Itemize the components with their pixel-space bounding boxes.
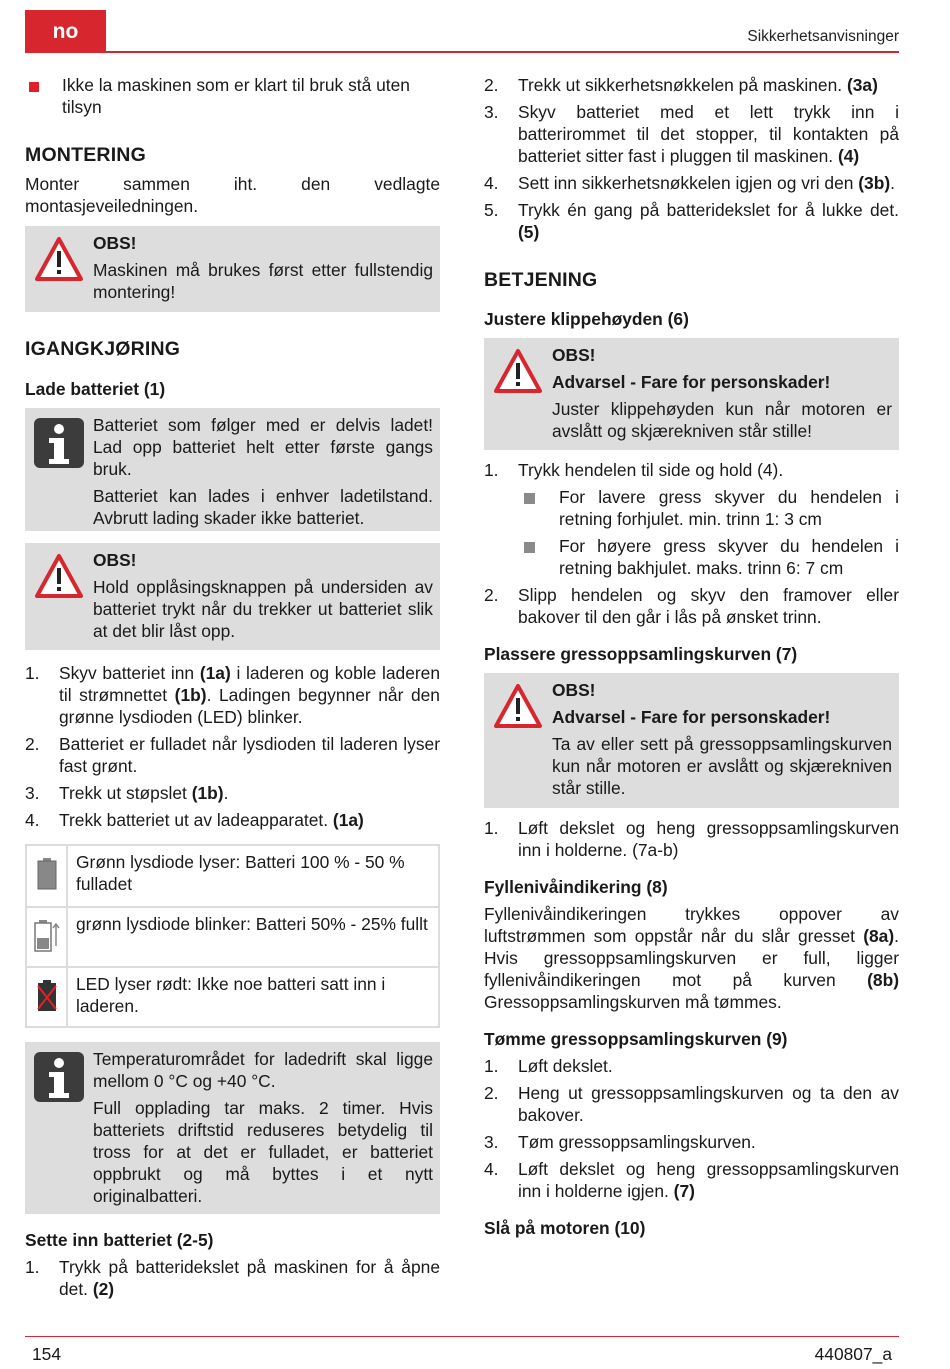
warning-icon (34, 236, 84, 287)
sette-steps (484, 74, 899, 243)
list-item: 2. Batteriet er fulladet når lysdioden til laderen lyser fast grønt. (25, 734, 440, 776)
info-text-2: Batteriet kan lades i enhver ladetilstand. Avbrutt lading skader ikke batteriet. (93, 486, 433, 528)
juster-warning-box (484, 338, 899, 450)
led-text: grønn lysdiode blinker: Batteri 50% - 25% fullt (76, 914, 428, 934)
plassere-heading: Plassere gressoppsamlingskurven (7) (484, 644, 798, 664)
warning-title: OBS! (552, 345, 596, 365)
battery-charging-icon (27, 908, 68, 966)
lade-steps (25, 662, 440, 831)
info-box-temperature (25, 1042, 440, 1214)
juster-heading: Justere klippehøyden (6) (484, 309, 689, 329)
list-item: 3. Trekk ut støpslet (1b). (25, 783, 229, 803)
list-item: 4. Løft dekslet og heng gressoppsamlingskurven inn i holderne igjen. (7) (484, 1159, 899, 1201)
warning-icon (493, 683, 543, 734)
juster-bullets (484, 486, 899, 579)
warning-subtitle: Advarsel - Fare for personskader! (552, 707, 831, 727)
list-item: 4. Trekk batteriet ut av ladeapparatet. (1a) (25, 810, 364, 830)
fyll-heading: Fyllenivåindikering (8) (484, 877, 668, 897)
list-item: 1. Trykk hendelen til side og hold (4). (484, 460, 784, 480)
footer-divider (25, 1336, 899, 1337)
sette-heading: Sette inn batteriet (2-5) (25, 1230, 214, 1250)
header-divider (25, 51, 899, 53)
list-item: 1. Trykk på batteridekslet på maskinen for å åpne det. (2) (25, 1257, 440, 1299)
left-column (25, 74, 440, 1300)
warning-text: Maskinen må brukes først etter fullstendig montering! (93, 260, 433, 302)
list-item: 3. Skyv batteriet med et lett trykk inn i batterirommet til det stopper, til kontakten på batteriet sitter fast i pluggen til maskinen. (4) (484, 102, 899, 166)
document-id: 440807_a (814, 1344, 892, 1364)
info-text-2: Full opplading tar maks. 2 timer. Hvis batteriets driftstid reduseres betydelig til tross for at det er fulladet, er batteriet oppbrukt og må byttes i et nytt originalbatteri. (93, 1098, 433, 1206)
igangkjoring-heading: IGANGKJØRING (25, 338, 181, 360)
led-status-table (25, 844, 440, 1028)
bullet-item: For lavere gress skyver du hendelen i retning forhjulet. min. trinn 1: 3 cm (518, 486, 899, 530)
table-row (27, 846, 438, 906)
montering-warning-box (25, 226, 440, 312)
info-icon (34, 418, 84, 473)
led-text: LED lyser rødt: Ikke noe batteri satt inn i laderen. (76, 974, 386, 1016)
plassere-warning-box (484, 673, 899, 808)
fyll-text: Fyllenivåindikeringen trykkes oppover av luftstrømmen som oppstår når du slår gresset (8a). Hvis gressoppsamlingskurven er full, ligger fyllenivåindikeringen mot på kurven (8b) Gressoppsamlingskurven må tømmes. (484, 904, 899, 1012)
list-item: 1. Skyv batteriet inn (1a) i laderen og koble laderen til strømnettet (1b). Ladingen begynner når den grønne lysdioden (LED) blinker. (25, 663, 441, 727)
tomme-steps (484, 1055, 899, 1202)
list-item: 2. Slipp hendelen og skyv den framover eller bakover til den går i lås på ønsket trinn. (484, 585, 899, 627)
list-item: 5. Trykk én gang på batteridekslet for å lukke det. (5) (484, 200, 899, 242)
tomme-heading: Tømme gressoppsamlingskurven (9) (484, 1029, 788, 1049)
warning-icon (34, 553, 84, 604)
battery-full-icon (27, 846, 68, 906)
betjening-heading: BETJENING (484, 269, 598, 291)
info-text-1: Batteriet som følger med er delvis ladet! Lad opp batteriet helt etter første gangs bruk. (93, 415, 433, 479)
list-item: 2. Trekk ut sikkerhetsnøkkelen på maskinen. (3a) (484, 75, 878, 95)
info-text-1: Temperaturområdet for ladedrift skal ligge mellom 0 °C og +40 °C. (93, 1049, 433, 1091)
warning-subtitle: Advarsel - Fare for personskader! (552, 372, 831, 392)
led-text: Grønn lysdiode lyser: Batteri 100 % - 50 % fulladet (76, 852, 405, 894)
list-item: 3. Tøm gressoppsamlingskurven. (484, 1132, 756, 1152)
unlock-warning-box (25, 543, 440, 650)
warning-title: OBS! (93, 233, 137, 253)
warning-icon (493, 348, 543, 399)
lade-heading: Lade batteriet (1) (25, 379, 166, 399)
info-icon (34, 1052, 84, 1107)
language-tab: no (25, 10, 106, 53)
right-column (484, 74, 899, 1239)
warning-title: OBS! (93, 550, 137, 570)
list-item: 4. Sett inn sikkerhetsnøkkelen igjen og vri den (3b). (484, 173, 895, 193)
warning-title: OBS! (552, 680, 596, 700)
info-box-battery (25, 408, 440, 531)
bullet-item: For høyere gress skyver du hendelen i retning bakhjulet. maks. trinn 6: 7 cm (518, 535, 899, 579)
warning-text: Hold opplåsingsknappen på undersiden av batteriet trykt når du trekker ut batteriet slik at det blir låst opp. (93, 577, 433, 641)
warning-text: Ta av eller sett på gressoppsamlingskurven kun når motoren er avslått og skjærekniven står stille. (552, 734, 892, 798)
list-item: 2. Heng ut gressoppsamlingskurven og ta den av bakover. (484, 1083, 899, 1125)
battery-missing-icon (27, 968, 68, 1026)
montering-heading: MONTERING (25, 144, 146, 166)
warning-text: Juster klippehøyden kun når motoren er avslått og skjærekniven står stille! (552, 399, 892, 441)
section-title: Sikkerhetsanvisninger (747, 28, 899, 45)
list-item: 1. Løft dekslet og heng gressoppsamlingskurven inn i holderne. (7a-b) (484, 818, 899, 860)
list-item: 1. Løft dekslet. (484, 1056, 613, 1076)
montering-text: Monter sammen iht. den vedlagte montasjeveiledningen. (25, 174, 440, 216)
table-row (27, 906, 438, 966)
page-number: 154 (32, 1344, 62, 1364)
sla-heading: Slå på motoren (10) (484, 1218, 646, 1238)
bullet-unattended: Ikke la maskinen som er klart til bruk stå uten tilsyn (25, 74, 440, 118)
table-row (27, 966, 438, 1026)
